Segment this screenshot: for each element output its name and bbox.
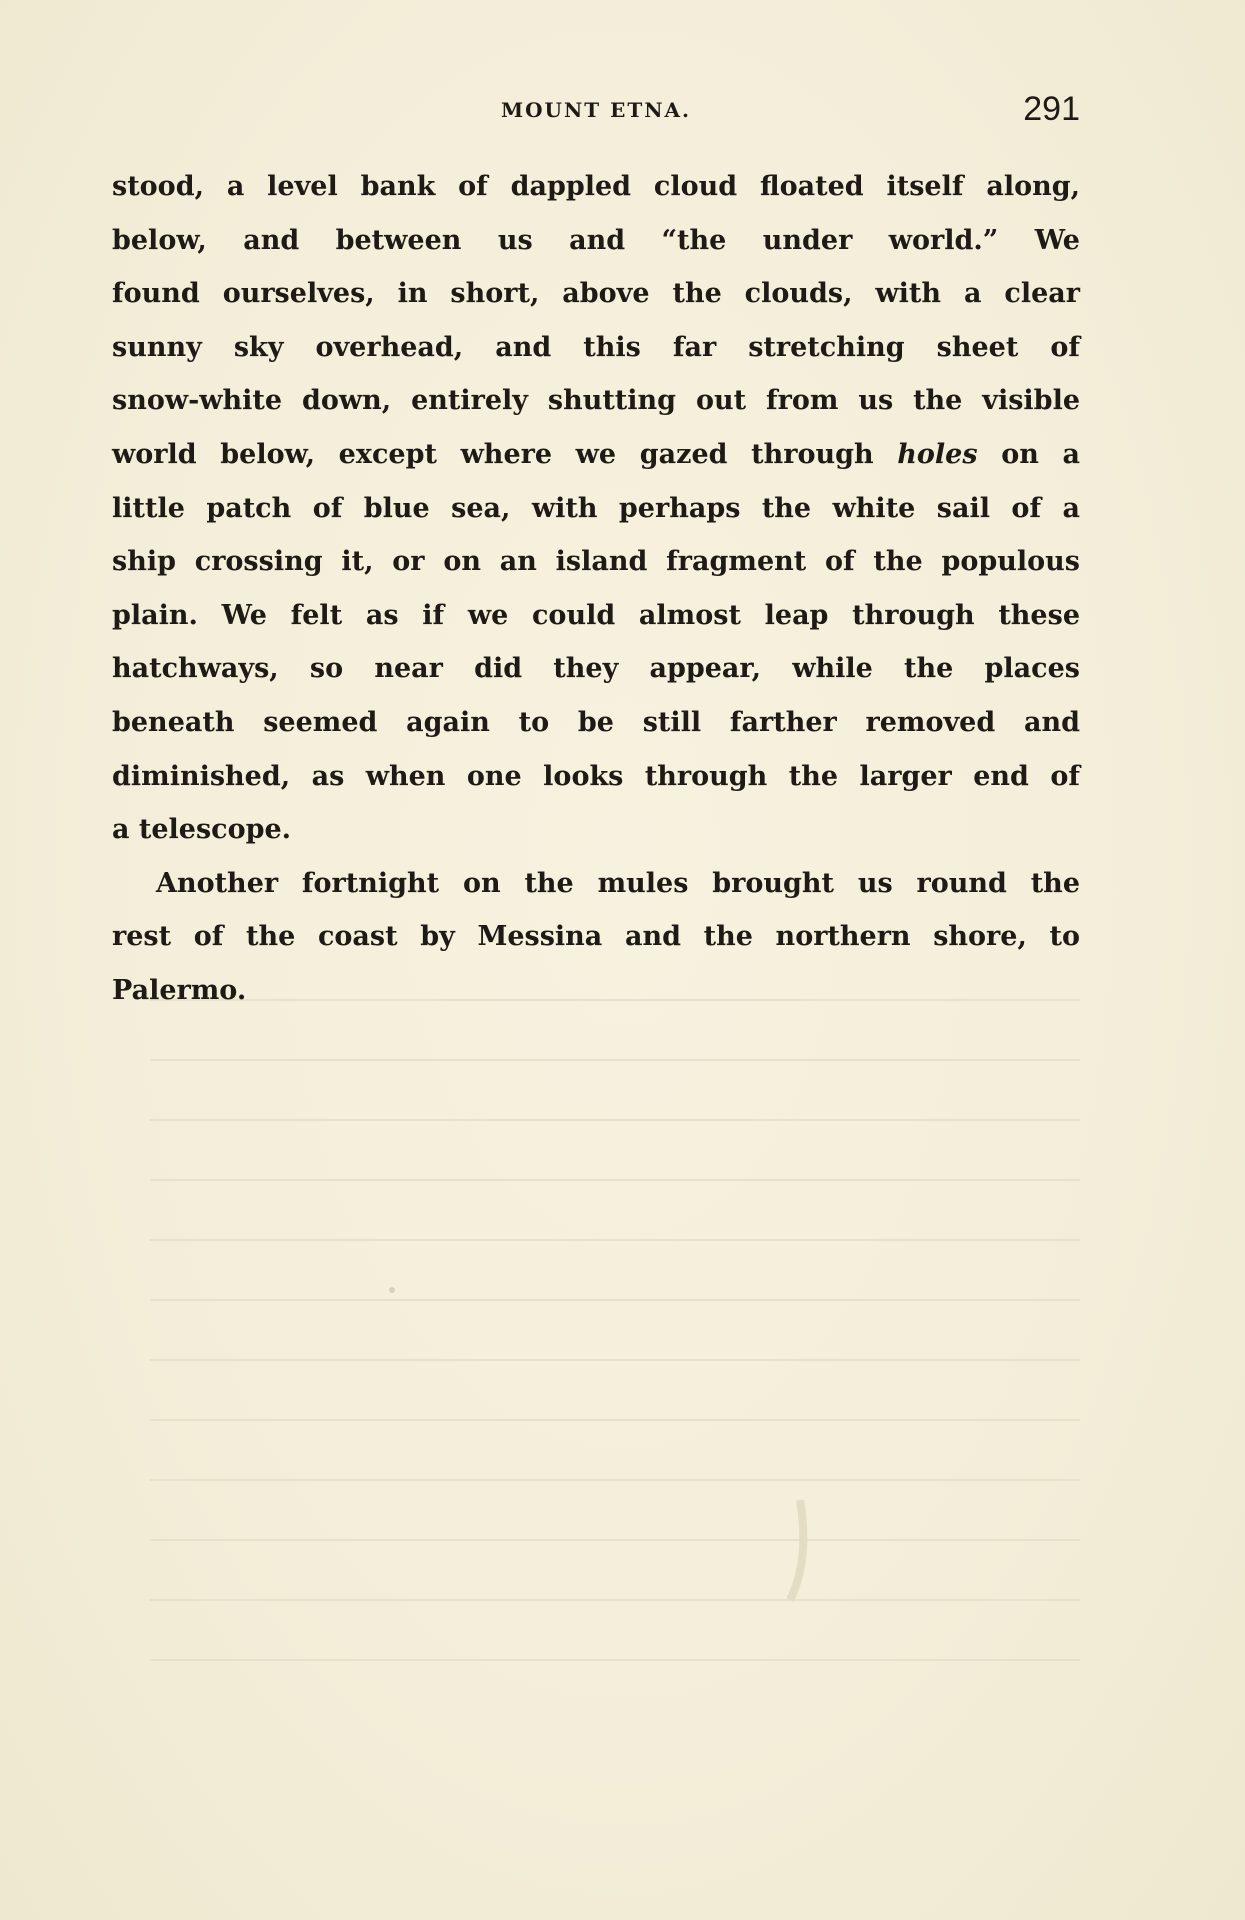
- page-number: 291: [1023, 90, 1080, 128]
- text-line: ship crossing it, or on an island fragment of the populous: [112, 546, 1080, 578]
- text-line: snow-white down, entirely shutting out from us the visible: [112, 385, 1080, 417]
- text-line: diminished, as when one looks through the larger end of: [112, 760, 1080, 792]
- paragraph: [112, 857, 1080, 1018]
- emphasis-holes: holes: [897, 438, 978, 470]
- text-line: Palermo.: [112, 974, 247, 1006]
- running-head: MOUNT ETNA.: [500, 98, 692, 122]
- text-line: rest of the coast by Messina and the northern shore, to: [112, 921, 1080, 953]
- page-header: [112, 90, 1080, 134]
- text-line: beneath seemed again to be still farther removed and: [112, 706, 1080, 738]
- paragraph: [112, 160, 1080, 857]
- body-text: [112, 160, 1080, 1018]
- text-line: found ourselves, in short, above the clouds, with a clear: [112, 278, 1080, 310]
- text-line: a telescope.: [112, 814, 292, 846]
- text-line: sunny sky overhead, and this far stretching sheet of: [112, 331, 1080, 363]
- text-line: Another fortnight on the mules brought us round the: [156, 867, 1080, 899]
- text-line: plain. We felt as if we could almost leap through these: [112, 599, 1080, 631]
- text-line: below, and between us and “the under world.” We: [112, 224, 1080, 256]
- text-line: stood, a level bank of dappled cloud floated itself along,: [112, 171, 1080, 202]
- text-line: world below, except where we gazed through holes on a: [112, 438, 1080, 470]
- text-line: little patch of blue sea, with perhaps the white sail of a: [112, 492, 1080, 524]
- text-line: hatchways, so near did they appear, while the places: [112, 653, 1080, 685]
